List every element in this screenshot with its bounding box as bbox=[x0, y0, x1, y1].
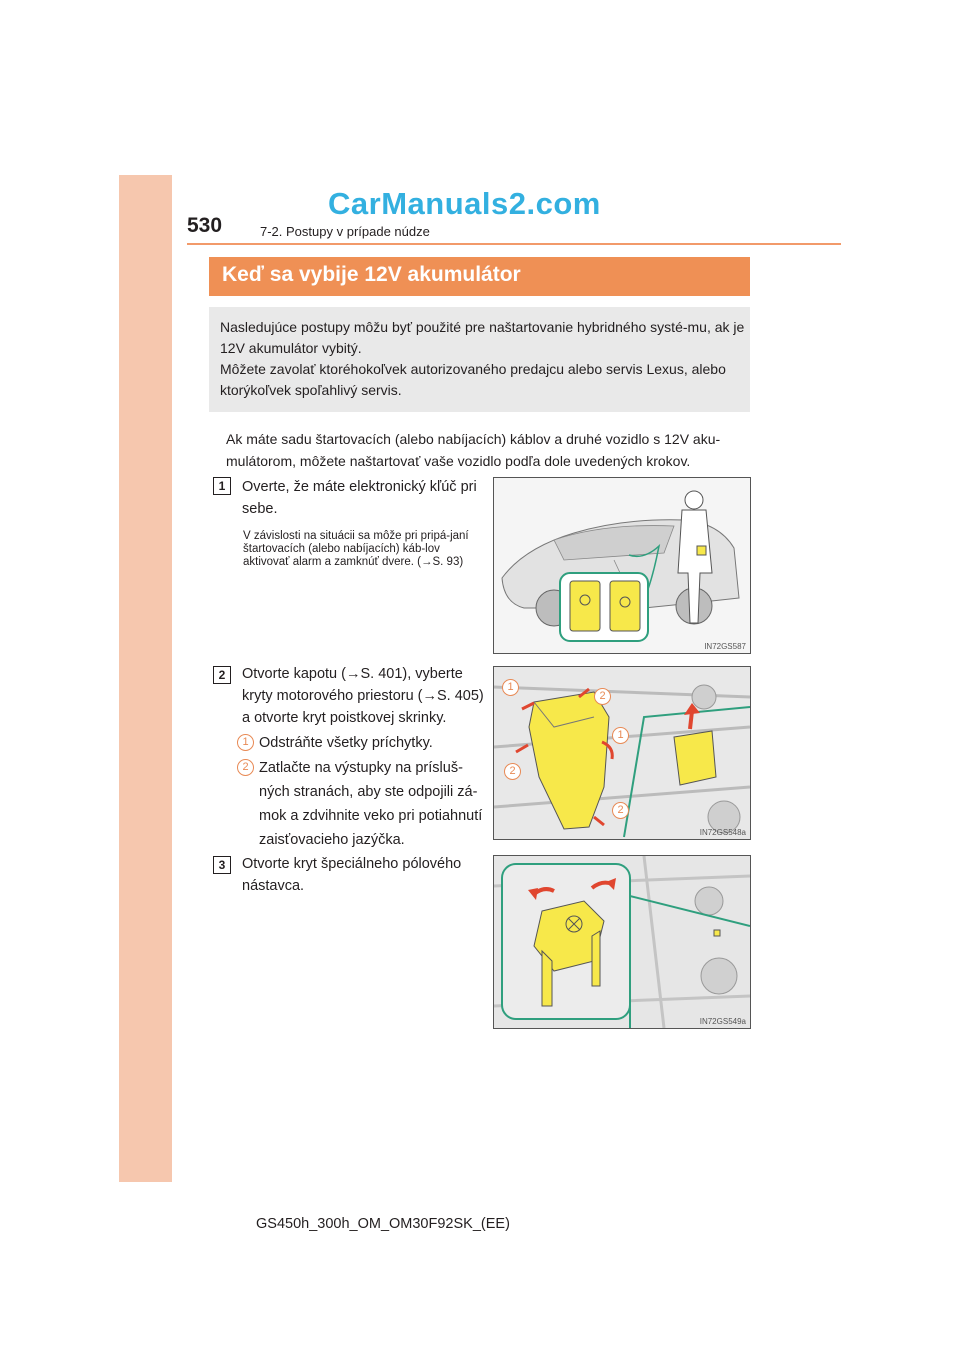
page-number: 530 bbox=[187, 214, 223, 237]
image-code: IN72GS548a bbox=[699, 828, 746, 837]
terminal-cover-illustration bbox=[494, 856, 750, 1028]
info-line-2: Môžete zavolať ktoréhokoľvek autorizovaného predajcu alebo servis Lexus, alebo ktorýkoľvek spoľahlivý servis. bbox=[220, 361, 726, 398]
callout-2c: 2 bbox=[612, 802, 629, 819]
substep-2-text: Zatlačte na výstupky na prísluš-ných stranách, aby ste odpojili zá-mok a zdvihnite veko pri potiahnutí zaisťovacieho jazýčka. bbox=[259, 760, 483, 848]
header-divider bbox=[187, 243, 841, 245]
substep-1-text: Odstráňte všetky príchytky. bbox=[259, 735, 433, 751]
callout-2a: 2 bbox=[594, 688, 611, 705]
callout-1a: 1 bbox=[502, 679, 519, 696]
info-line-1: Nasledujúce postupy môžu byť použité pre naštartovanie hybridného systé-mu, ak je 12V akumulátor vybitý. bbox=[220, 319, 745, 356]
heading-bar bbox=[209, 257, 750, 296]
info-box bbox=[209, 307, 750, 412]
step-2-illustration bbox=[493, 666, 751, 840]
watermark-link[interactable]: CarManuals2.com bbox=[328, 186, 601, 221]
callout-1b: 1 bbox=[612, 727, 629, 744]
footer-doc-code: GS450h_300h_OM_OM30F92SK_(EE) bbox=[256, 1216, 510, 1232]
step-1-illustration bbox=[493, 477, 751, 654]
image-code: IN72GS587 bbox=[704, 642, 746, 651]
callout-2b: 2 bbox=[504, 763, 521, 780]
section-title: 7-2. Postupy v prípade núdze bbox=[260, 224, 430, 239]
step-2-text: Otvorte kapotu (→S. 401), vyberte kryty motorového priestoru (→S. 405) a otvorte kryt poistkovej skrinky. bbox=[242, 666, 484, 726]
step-2-number: 2 bbox=[213, 666, 231, 684]
step-3-illustration bbox=[493, 855, 751, 1029]
substep-2-number: 2 bbox=[237, 759, 254, 776]
step-3-number: 3 bbox=[213, 856, 231, 874]
step-3-text: Otvorte kryt špeciálneho pólového nástavca. bbox=[242, 856, 462, 894]
step-1-number: 1 bbox=[213, 477, 231, 495]
side-tab bbox=[119, 175, 172, 1182]
page-title: Keď sa vybije 12V akumulátor bbox=[222, 263, 521, 286]
image-code: IN72GS549a bbox=[699, 1017, 746, 1026]
car-key-illustration bbox=[494, 478, 750, 653]
step-1-text: Overte, že máte elektronický kľúč pri sebe. bbox=[242, 479, 477, 517]
intro-paragraph: Ak máte sadu štartovacích (alebo nabíjacích) káblov a druhé vozidlo s 12V aku-mulátorom, môžete naštartovať vaše vozidlo podľa dole uvedených krokov. bbox=[226, 431, 721, 469]
substep-1-number: 1 bbox=[237, 734, 254, 751]
info-text bbox=[220, 317, 745, 401]
step-1-note: V závislosti na situácii sa môže pri pripá-janí štartovacích (alebo nabíjacích) káb-lov aktivovať alarm a zamknúť dvere. (→S. 93) bbox=[243, 530, 469, 568]
